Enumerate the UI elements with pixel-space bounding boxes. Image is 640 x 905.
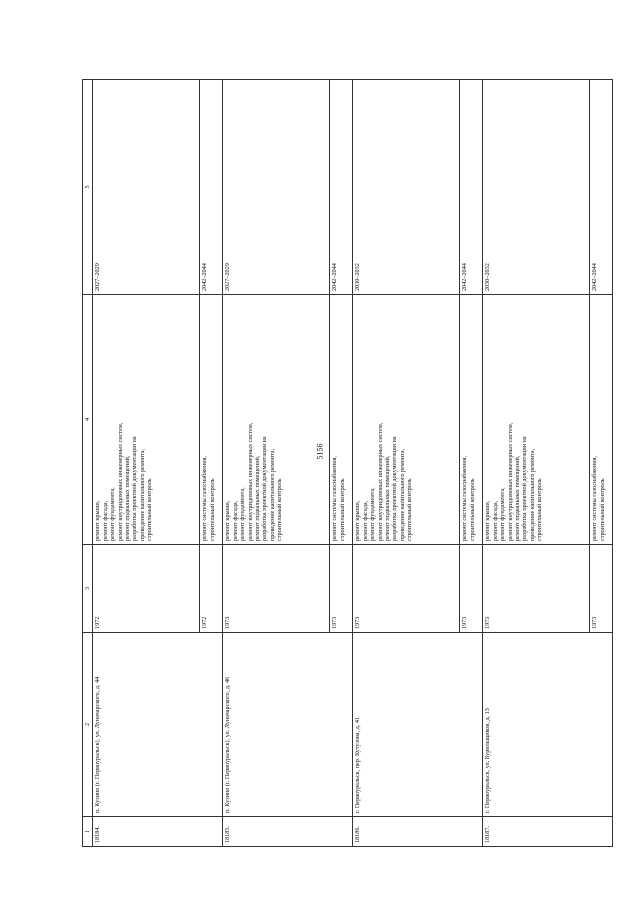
table-body <box>93 80 613 847</box>
row-period: 2027–2029 <box>93 80 200 295</box>
table-row <box>223 80 330 847</box>
work-item: проведение капитального ремонта, <box>268 448 276 541</box>
row-address: п. Кузино (г. Первоуральск), ул. Луначарского, д. 46 <box>223 633 353 817</box>
work-item: ремонт крыши, <box>224 500 232 541</box>
work-item: строительный контроль <box>208 478 216 541</box>
work-item: ремонт фундамента, <box>109 487 117 541</box>
header-col-3: 3 <box>83 545 93 633</box>
work-item: ремонт фундамента, <box>239 487 247 541</box>
row-year: 1973 <box>353 545 460 633</box>
work-item: ремонт фасада, <box>491 500 499 541</box>
gas-period: 2042–2044 <box>200 80 223 295</box>
gas-works <box>200 295 223 545</box>
work-item: разработка проектной документации на <box>131 436 139 541</box>
work-item: проведение капитального ремонта, <box>398 448 406 541</box>
header-col-1: 1 <box>83 817 93 847</box>
work-item: ремонт системы газоснабжения, <box>201 456 209 541</box>
row-year: 1973 <box>483 545 590 633</box>
gas-year: 1973 <box>590 545 613 633</box>
work-item: ремонт фундамента, <box>369 487 377 541</box>
work-item: ремонт крыши, <box>94 500 102 541</box>
table-row <box>93 80 200 847</box>
row-address: г. Первоуральск, ул. Бурильщиков, д. 13 <box>483 633 613 817</box>
work-item: строительный контроль <box>468 478 476 541</box>
work-item: разработка проектной документации на <box>261 436 269 541</box>
work-item: ремонт системы газоснабжения, <box>331 456 339 541</box>
work-item: строительный контроль <box>536 478 544 541</box>
work-item: разработка проектной документации на <box>391 436 399 541</box>
work-item: ремонт подвальных помещений, <box>514 455 522 541</box>
work-item: ремонт фундамента, <box>499 487 507 541</box>
row-period: 2030–2032 <box>483 80 590 295</box>
row-number: 18187. <box>483 817 613 847</box>
gas-works <box>590 295 613 545</box>
work-item: ремонт подвальных помещений, <box>124 455 132 541</box>
rotated-table-container <box>82 80 606 847</box>
row-works <box>93 295 200 545</box>
header-col-4: 4 <box>83 295 93 545</box>
row-number: 18186. <box>353 817 483 847</box>
work-item: ремонт фасада, <box>361 500 369 541</box>
work-item: строительный контроль <box>146 478 154 541</box>
row-address: п. Кузино (г. Первоуральск), ул. Луначарского, д. 44 <box>93 633 223 817</box>
header-row <box>83 80 93 847</box>
row-works <box>483 295 590 545</box>
work-item: ремонт фасада, <box>231 500 239 541</box>
gas-works <box>460 295 483 545</box>
work-item: ремонт крыши, <box>484 500 492 541</box>
row-address: г. Первоуральск, пер. Кутузова, д. 41 <box>353 633 483 817</box>
gas-period: 2042–2044 <box>460 80 483 295</box>
work-item: проведение капитального ремонта, <box>138 448 146 541</box>
capital-repair-table <box>82 79 613 847</box>
work-item: проведение капитального ремонта, <box>528 448 536 541</box>
gas-year: 1973 <box>330 545 353 633</box>
header-col-2: 2 <box>83 633 93 817</box>
row-year: 1972 <box>93 545 200 633</box>
work-item: ремонт внутридомовых инженерных систем, <box>376 422 384 541</box>
work-item: ремонт внутридомовых инженерных систем, <box>116 422 124 541</box>
header-col-5: 5 <box>83 80 93 295</box>
gas-period: 2042–2044 <box>590 80 613 295</box>
work-item: ремонт внутридомовых инженерных систем, <box>246 422 254 541</box>
work-item: ремонт системы газоснабжения, <box>591 456 599 541</box>
work-item: разработка проектной документации на <box>521 436 529 541</box>
page-number-text: 5156 <box>315 443 325 460</box>
work-item: ремонт системы газоснабжения, <box>461 456 469 541</box>
row-period: 2027–2029 <box>223 80 330 295</box>
row-period: 2030–2032 <box>353 80 460 295</box>
gas-year: 1973 <box>460 545 483 633</box>
gas-works <box>330 295 353 545</box>
work-item: строительный контроль <box>276 478 284 541</box>
work-item: ремонт фасада, <box>101 500 109 541</box>
row-year: 1973 <box>223 545 330 633</box>
work-item: строительный контроль <box>406 478 414 541</box>
work-item: ремонт подвальных помещений, <box>254 455 262 541</box>
row-number: 18184. <box>93 817 223 847</box>
table-row <box>483 80 590 847</box>
table-row <box>353 80 460 847</box>
gas-year: 1972 <box>200 545 223 633</box>
work-item: ремонт крыши, <box>354 500 362 541</box>
row-number: 18185. <box>223 817 353 847</box>
row-works <box>353 295 460 545</box>
work-item: ремонт подвальных помещений, <box>384 455 392 541</box>
work-item: строительный контроль <box>338 478 346 541</box>
work-item: ремонт внутридомовых инженерных систем, <box>506 422 514 541</box>
row-works <box>223 295 330 545</box>
work-item: строительный контроль <box>598 478 606 541</box>
gas-period: 2042–2044 <box>330 80 353 295</box>
